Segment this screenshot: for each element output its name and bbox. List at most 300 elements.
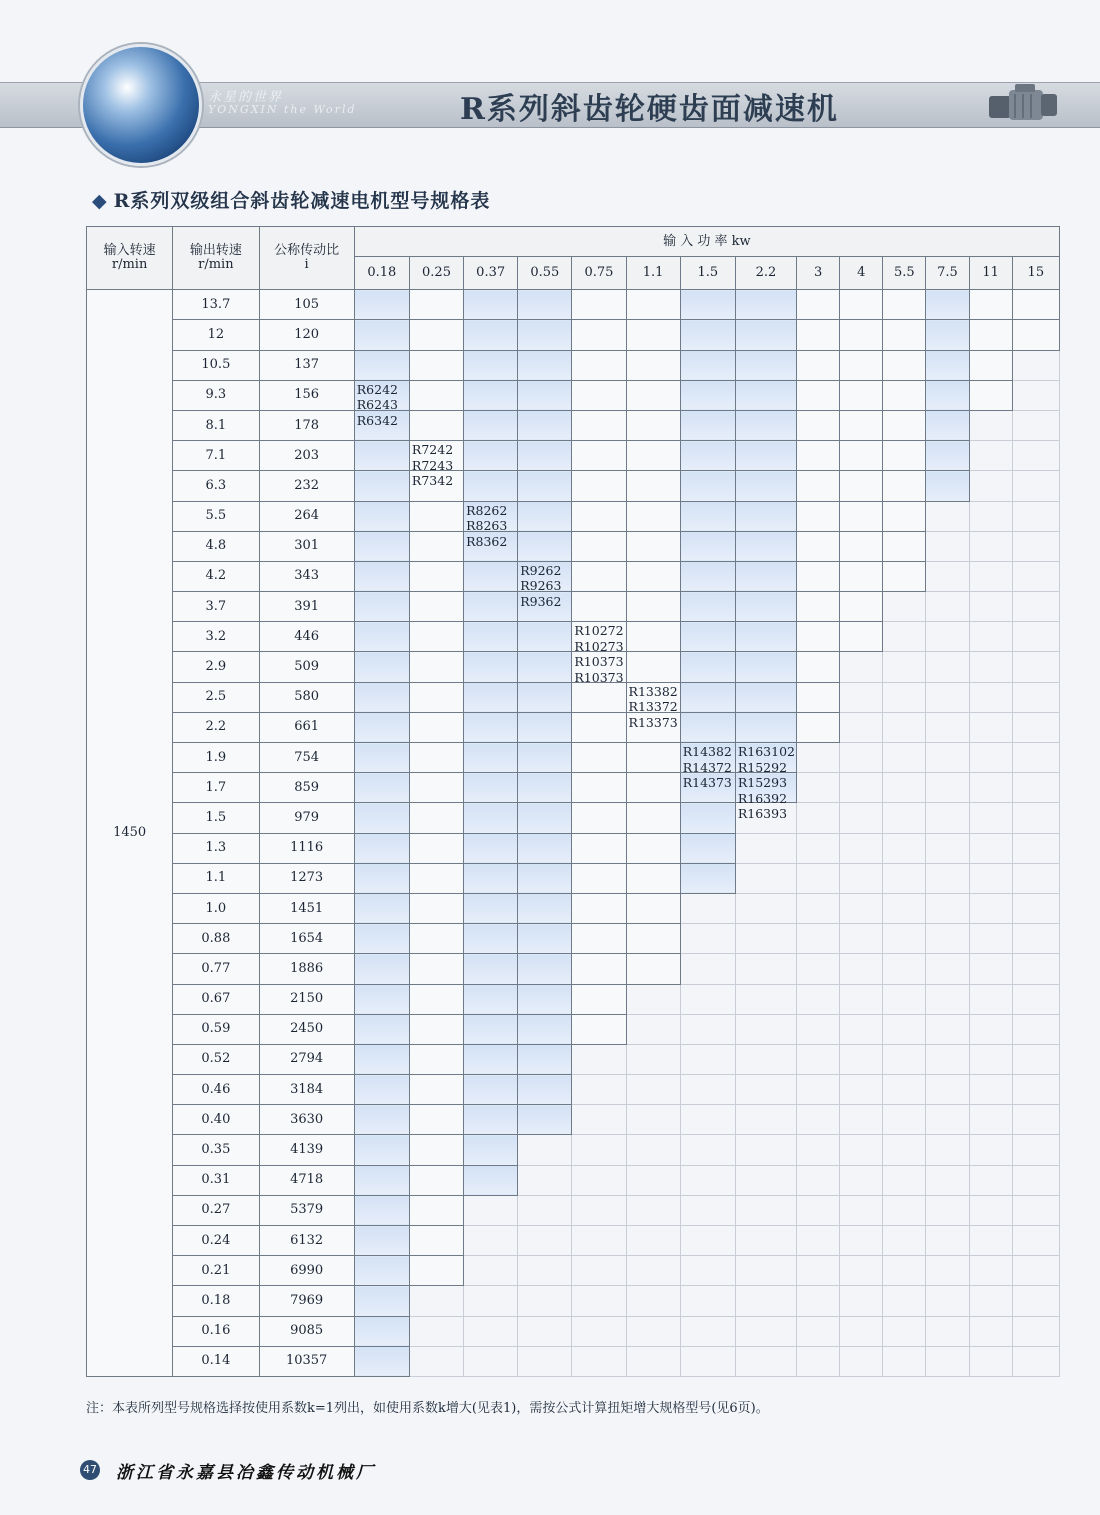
output-speed-cell: 3.7 [173,592,259,622]
power-cell-12 [969,954,1012,984]
table-row [87,1014,1060,1044]
header-power-12: 11 [969,257,1012,290]
power-cell-4 [572,622,626,685]
power-cell-10 [883,682,926,712]
power-cell-6 [680,1226,735,1256]
power-cell-11 [926,1286,969,1316]
ratio-cell: 203 [259,441,354,471]
power-cell-6 [680,743,735,790]
power-cell-9 [840,622,883,652]
header-power-1: 0.25 [409,257,463,290]
power-cell-6 [680,863,735,893]
power-cell-9 [840,682,883,712]
output-speed-cell: 7.1 [173,441,259,471]
power-cell-12 [969,1044,1012,1074]
power-cell-9 [840,893,883,923]
power-cell-11 [926,712,969,742]
output-speed-cell: 0.35 [173,1135,259,1165]
power-cell-3 [518,622,572,652]
power-cell-2 [464,712,518,742]
power-cell-2 [464,380,518,410]
power-cell-9 [840,803,883,833]
power-cell-7 [735,1014,796,1044]
power-cell-3 [518,320,572,350]
ratio-cell: 979 [259,803,354,833]
power-cell-0 [354,1105,409,1135]
power-cell-11 [926,1014,969,1044]
power-cell-13 [1012,1316,1059,1346]
power-cell-5 [626,773,680,803]
power-cell-12 [969,441,1012,471]
power-cell-10 [883,924,926,954]
power-cell-8 [797,652,840,682]
power-cell-5 [626,622,680,652]
power-cell-2 [464,410,518,440]
table-row [87,622,1060,652]
power-cell-13 [1012,1165,1059,1195]
power-cell-12 [969,531,1012,561]
power-cell-1 [409,1286,463,1316]
power-cell-10 [883,1165,926,1195]
power-cell-9 [840,984,883,1014]
power-cell-4 [572,1286,626,1316]
power-cell-5 [626,410,680,440]
power-cell-1 [409,743,463,773]
power-cell-5 [626,1075,680,1105]
power-cell-3 [518,773,572,803]
power-cell-11 [926,290,969,320]
power-cell-3 [518,1105,572,1135]
power-cell-7 [735,501,796,531]
power-cell-1 [409,652,463,682]
power-cell-5 [626,652,680,682]
power-cell-11 [926,954,969,984]
table-row [87,1105,1060,1135]
power-cell-0 [354,1346,409,1376]
power-cell-13 [1012,743,1059,773]
power-cell-8 [797,410,840,440]
power-cell-1 [409,1195,463,1225]
ratio-cell: 178 [259,410,354,440]
table-row [87,743,1060,773]
power-cell-9 [840,1135,883,1165]
power-cell-11 [926,1165,969,1195]
power-cell-5 [626,1105,680,1135]
output-speed-cell: 1.0 [173,893,259,923]
power-cell-11 [926,531,969,561]
power-cell-10 [883,501,926,531]
power-cell-13 [1012,501,1059,531]
power-cell-12 [969,1135,1012,1165]
power-cell-6 [680,984,735,1014]
output-speed-cell: 3.2 [173,622,259,652]
power-cell-13 [1012,803,1059,833]
brand-cn: 永星的世界 [208,90,284,105]
output-speed-cell: 0.59 [173,1014,259,1044]
power-cell-10 [883,773,926,803]
power-cell-12 [969,803,1012,833]
power-cell-10 [883,622,926,652]
power-cell-9 [840,1256,883,1286]
power-cell-1 [409,893,463,923]
power-cell-10 [883,1346,926,1376]
power-cell-11 [926,1226,969,1256]
power-cell-0 [354,622,409,652]
output-speed-cell: 0.31 [173,1165,259,1195]
power-cell-8 [797,1286,840,1316]
power-cell-7 [735,1135,796,1165]
power-cell-10 [883,592,926,622]
power-cell-11 [926,803,969,833]
power-cell-12 [969,863,1012,893]
power-cell-5 [626,1195,680,1225]
power-cell-2 [464,441,518,471]
power-cell-3 [518,803,572,833]
power-cell-2 [464,743,518,773]
power-cell-11 [926,1075,969,1105]
power-cell-5 [626,1135,680,1165]
power-cell-2 [464,863,518,893]
power-cell-10 [883,1256,926,1286]
model-label: R8262 R8263 R8362 [466,502,508,549]
company-name: 浙江省永嘉县冶鑫传动机械厂 [116,1463,376,1483]
power-cell-5 [626,833,680,863]
power-cell-10 [883,803,926,833]
power-cell-6 [680,531,735,561]
power-cell-6 [680,290,735,320]
power-cell-0 [354,441,409,471]
power-cell-3 [518,501,572,531]
power-cell-12 [969,320,1012,350]
header-power-3: 0.55 [518,257,572,290]
power-cell-6 [680,1135,735,1165]
power-cell-8 [797,682,840,712]
power-cell-6 [680,712,735,742]
power-cell-8 [797,622,840,652]
power-cell-9 [840,1346,883,1376]
power-cell-7 [735,1256,796,1286]
ratio-cell: 754 [259,743,354,773]
power-cell-1 [409,924,463,954]
power-cell-6 [680,410,735,440]
power-cell-12 [969,1316,1012,1346]
ratio-cell: 446 [259,622,354,652]
power-cell-3 [518,863,572,893]
output-speed-cell: 0.24 [173,1226,259,1256]
power-cell-5 [626,1226,680,1256]
power-cell-1 [409,954,463,984]
power-cell-12 [969,1226,1012,1256]
power-cell-12 [969,1165,1012,1195]
power-cell-6 [680,350,735,380]
power-cell-10 [883,471,926,501]
table-row [87,1346,1060,1376]
power-cell-0 [354,863,409,893]
power-cell-9 [840,773,883,803]
power-cell-8 [797,531,840,561]
section-title-text: R系列双级组合斜齿轮减速电机型号规格表 [113,190,491,212]
power-cell-4 [572,1195,626,1225]
power-cell-10 [883,984,926,1014]
header-ratio: 公称传动比 i [259,227,354,290]
power-cell-4 [572,924,626,954]
ratio-cell: 1451 [259,893,354,923]
power-cell-8 [797,863,840,893]
power-cell-0 [354,773,409,803]
model-label: R13382 R13372 R13373 [628,683,678,730]
power-cell-5 [626,1014,680,1044]
power-cell-7 [735,1316,796,1346]
output-speed-cell: 5.5 [173,501,259,531]
power-cell-8 [797,471,840,501]
power-cell-13 [1012,954,1059,984]
power-cell-12 [969,984,1012,1014]
power-cell-12 [969,924,1012,954]
power-cell-4 [572,1165,626,1195]
power-cell-2 [464,1226,518,1256]
power-cell-13 [1012,1195,1059,1225]
header-power-6: 1.5 [680,257,735,290]
model-label: R10272 R10273 R10373 R10373 [574,623,624,685]
table-row [87,1075,1060,1105]
input-speed-cell: 1450 [87,290,173,1377]
power-cell-10 [883,1044,926,1074]
power-cell-10 [883,1075,926,1105]
power-cell-12 [969,1014,1012,1044]
page-title: R系列斜齿轮硬齿面减速机 [460,92,839,127]
power-cell-12 [969,1105,1012,1135]
header-power-10: 5.5 [883,257,926,290]
power-cell-4 [572,1014,626,1044]
power-cell-6 [680,1165,735,1195]
power-cell-1 [409,984,463,1014]
power-cell-5 [626,290,680,320]
power-cell-12 [969,682,1012,712]
header-power-9: 4 [840,257,883,290]
power-cell-13 [1012,410,1059,440]
footnote: 注：本表所列型号规格选择按使用系数k=1列出，如使用系数k增大(见表1)，需按公式计算扭矩增大规格型号(见6页)。 [86,1401,769,1416]
power-cell-7 [735,622,796,652]
output-speed-cell: 1.3 [173,833,259,863]
ratio-cell: 2150 [259,984,354,1014]
power-cell-3 [518,924,572,954]
power-cell-3 [518,1075,572,1105]
power-cell-5 [626,350,680,380]
power-cell-10 [883,833,926,863]
power-cell-5 [626,743,680,773]
power-cell-2 [464,893,518,923]
power-cell-3 [518,410,572,440]
power-cell-11 [926,350,969,380]
output-speed-cell: 8.1 [173,410,259,440]
power-cell-9 [840,924,883,954]
power-cell-8 [797,1165,840,1195]
power-cell-1 [409,1165,463,1195]
power-cell-3 [518,1346,572,1376]
power-cell-11 [926,592,969,622]
power-cell-4 [572,863,626,893]
power-cell-0 [354,350,409,380]
power-cell-11 [926,924,969,954]
table-row [87,531,1060,561]
power-cell-0 [354,1044,409,1074]
model-label: R7242 R7243 R7342 [411,442,454,489]
power-cell-9 [840,954,883,984]
power-cell-2 [464,1286,518,1316]
power-cell-9 [840,501,883,531]
power-cell-7 [735,410,796,440]
power-cell-9 [840,380,883,410]
power-cell-6 [680,1286,735,1316]
header-power-13: 15 [1012,257,1059,290]
power-cell-5 [626,863,680,893]
power-cell-12 [969,1346,1012,1376]
table-row [87,803,1060,833]
power-cell-8 [797,592,840,622]
power-cell-2 [464,1346,518,1376]
power-cell-4 [572,1316,626,1346]
power-cell-10 [883,531,926,561]
output-speed-cell: 0.46 [173,1075,259,1105]
power-cell-8 [797,1256,840,1286]
table-row [87,1044,1060,1074]
power-cell-5 [626,1286,680,1316]
power-cell-11 [926,1195,969,1225]
power-cell-11 [926,1316,969,1346]
power-cell-2 [464,652,518,682]
power-cell-0 [354,743,409,773]
power-cell-11 [926,984,969,1014]
power-cell-8 [797,743,840,773]
output-speed-cell: 0.27 [173,1195,259,1225]
power-cell-13 [1012,471,1059,501]
power-cell-11 [926,561,969,591]
power-cell-2 [464,1195,518,1225]
power-cell-3 [518,471,572,501]
power-cell-9 [840,320,883,350]
power-cell-12 [969,350,1012,380]
power-cell-7 [735,833,796,863]
power-cell-0 [354,1195,409,1225]
table-row [87,893,1060,923]
power-cell-5 [626,1316,680,1346]
ratio-cell: 301 [259,531,354,561]
power-cell-0 [354,682,409,712]
power-cell-1 [409,320,463,350]
power-cell-0 [354,592,409,622]
power-cell-2 [464,320,518,350]
table-row [87,652,1060,682]
power-cell-11 [926,773,969,803]
power-cell-7 [735,1044,796,1074]
power-cell-0 [354,803,409,833]
power-cell-2 [464,561,518,591]
power-cell-3 [518,1195,572,1225]
power-cell-2 [464,290,518,320]
power-cell-7 [735,924,796,954]
power-cell-7 [735,380,796,410]
table-row [87,1286,1060,1316]
power-cell-13 [1012,833,1059,863]
power-cell-2 [464,501,518,549]
output-speed-cell: 13.7 [173,290,259,320]
power-cell-5 [626,893,680,923]
power-cell-4 [572,561,626,591]
power-cell-4 [572,984,626,1014]
power-cell-0 [354,893,409,923]
power-cell-6 [680,682,735,712]
power-cell-12 [969,561,1012,591]
power-cell-0 [354,561,409,591]
output-speed-cell: 0.18 [173,1286,259,1316]
power-cell-5 [626,531,680,561]
power-cell-7 [735,1105,796,1135]
power-cell-10 [883,561,926,591]
power-cell-0 [354,1316,409,1346]
power-cell-7 [735,561,796,591]
power-cell-4 [572,441,626,471]
output-speed-cell: 0.67 [173,984,259,1014]
power-cell-10 [883,320,926,350]
output-speed-cell: 2.2 [173,712,259,742]
header-power-4: 0.75 [572,257,626,290]
power-cell-3 [518,893,572,923]
power-cell-13 [1012,441,1059,471]
power-cell-5 [626,441,680,471]
power-cell-11 [926,1256,969,1286]
power-cell-1 [409,1105,463,1135]
power-cell-11 [926,743,969,773]
power-cell-2 [464,1135,518,1165]
power-cell-1 [409,441,463,489]
table-row [87,380,1060,410]
power-cell-0 [354,1256,409,1286]
power-cell-5 [626,592,680,622]
power-cell-10 [883,1286,926,1316]
power-cell-6 [680,1316,735,1346]
power-cell-5 [626,320,680,350]
power-cell-6 [680,924,735,954]
power-cell-9 [840,471,883,501]
header-power-7: 2.2 [735,257,796,290]
power-cell-13 [1012,290,1059,320]
header-power-0: 0.18 [354,257,409,290]
power-cell-8 [797,320,840,350]
power-cell-0 [354,320,409,350]
power-cell-8 [797,803,840,833]
power-cell-2 [464,803,518,833]
power-cell-7 [735,1195,796,1225]
power-cell-10 [883,1316,926,1346]
power-cell-5 [626,1044,680,1074]
ratio-cell: 343 [259,561,354,591]
power-cell-13 [1012,380,1059,410]
power-cell-13 [1012,1286,1059,1316]
power-cell-7 [735,1165,796,1195]
ratio-cell: 859 [259,773,354,803]
ratio-cell: 1116 [259,833,354,863]
power-cell-1 [409,1346,463,1376]
power-cell-1 [409,1075,463,1105]
power-cell-7 [735,984,796,1014]
power-cell-0 [354,380,409,428]
power-cell-11 [926,1346,969,1376]
output-speed-cell: 0.16 [173,1316,259,1346]
power-cell-2 [464,833,518,863]
ratio-cell: 137 [259,350,354,380]
power-cell-0 [354,1014,409,1044]
power-cell-5 [626,1256,680,1286]
